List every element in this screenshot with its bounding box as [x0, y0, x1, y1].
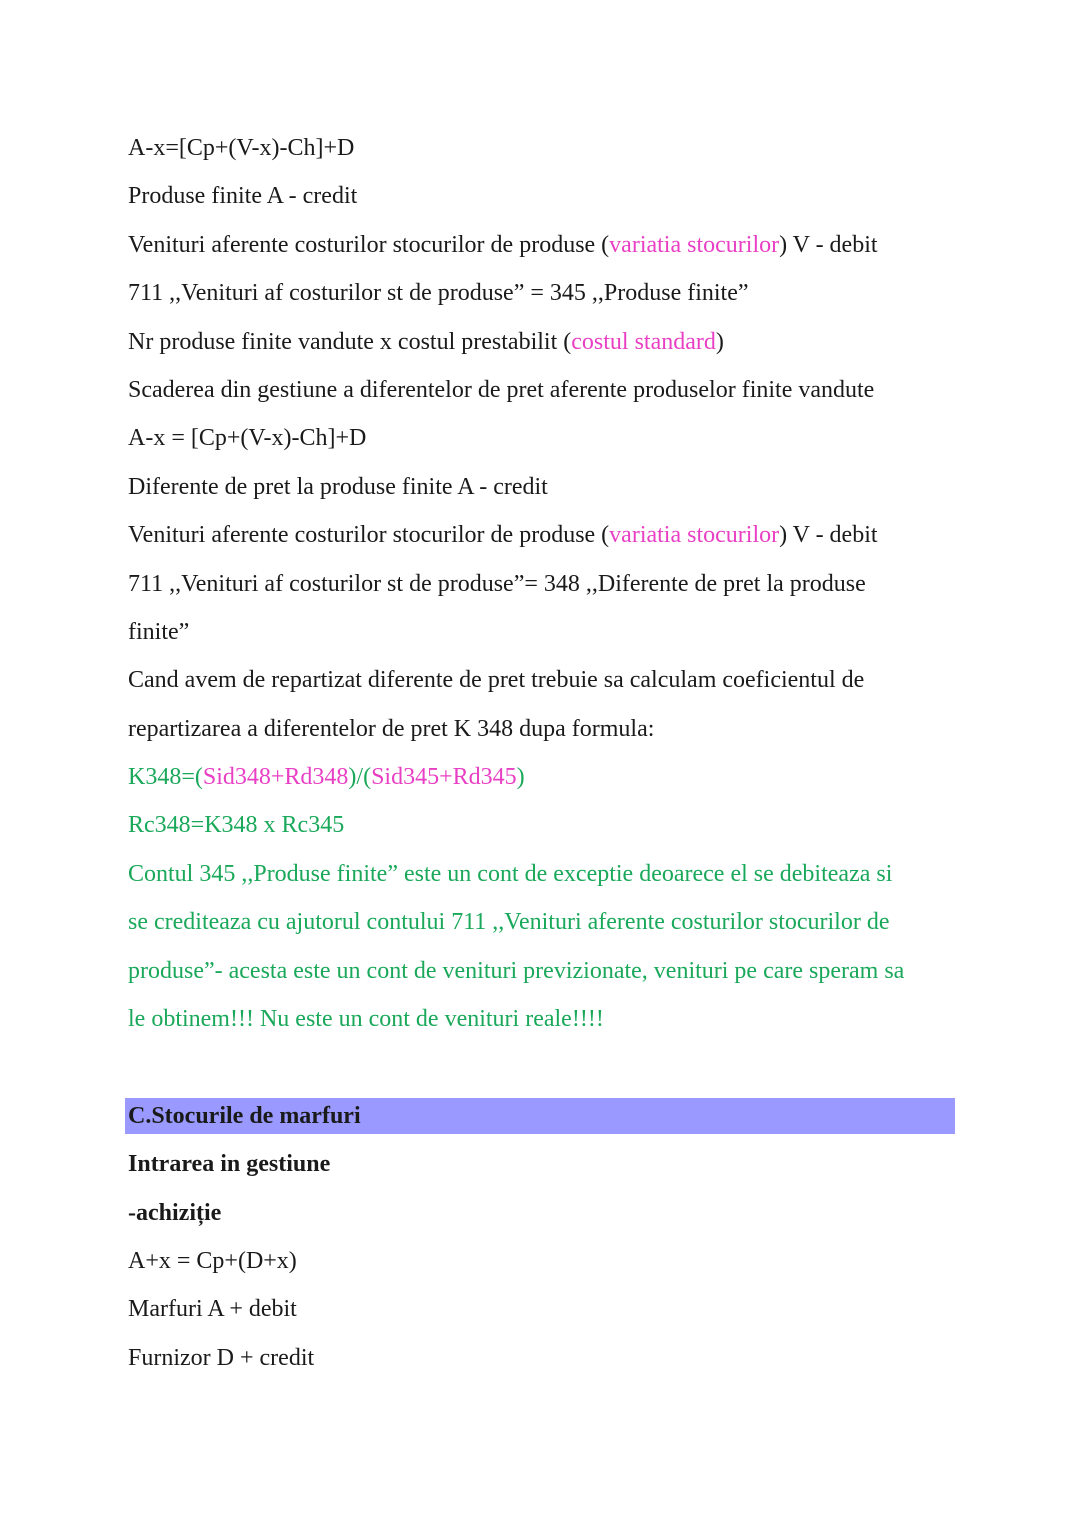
highlight-term: variatia stocurilor — [609, 522, 780, 549]
text-segment: ) V - debit — [779, 522, 878, 549]
text-line: Produse finite A - credit — [128, 183, 358, 210]
highlight-term: Sid348+Rd348 — [202, 764, 349, 791]
formula-line: A-x=[Cp+(V-x)-Ch]+D — [128, 135, 355, 161]
text-line: Scaderea din gestiune a diferentelor de pret aferente produselor finite vandute — [128, 376, 875, 403]
text-line: Furnizor D + credit — [128, 1344, 315, 1371]
formula-line: A-x = [Cp+(V-x)-Ch]+D — [128, 425, 367, 452]
section-heading: C.Stocurile de marfuri — [125, 1098, 955, 1134]
text-segment: ) — [516, 764, 525, 791]
text-line: 711 ,,Venituri af costurilor st de produse”= 348 ,,Diferente de pret la produse — [128, 570, 866, 597]
text-line — [128, 221, 958, 269]
text-line: Diferente de pret la produse finite A - credit — [128, 473, 548, 500]
highlight-term: costul standard — [571, 328, 716, 355]
text-line: repartizarea a diferentelor de pret K 348 dupa formula: — [128, 715, 655, 742]
note-line: produse”- acesta este un cont de venituri previzionate, venituri pe care speram sa — [128, 957, 905, 984]
subheading: Intrarea in gestiune — [128, 1151, 331, 1178]
text-segment: Nr produse finite vandute x costul prestabilit ( — [128, 328, 572, 355]
text-line: Marfuri A + debit — [128, 1296, 297, 1323]
text-segment: ) — [715, 328, 724, 355]
text-segment: Venituri aferente costurilor stocurilor de produse ( — [128, 231, 610, 258]
formula-line: A+x = Cp+(D+x) — [128, 1247, 297, 1274]
note-line: Contul 345 ,,Produse finite” este un cont de exceptie deoarece el se debiteaza si — [128, 860, 893, 887]
text-line — [128, 318, 958, 366]
formula-line-rc348: Rc348=K348 x Rc345 — [128, 812, 345, 839]
highlight-term: Sid345+Rd345 — [371, 764, 517, 791]
text-line: 711 ,,Venituri af costurilor st de produse” = 345 ,,Produse finite” — [128, 280, 749, 307]
text-segment: ) V - debit — [779, 231, 878, 258]
text-segment: Venituri aferente costurilor stocurilor de produse ( — [128, 522, 610, 549]
formula-line-k348 — [128, 753, 958, 801]
spacer — [128, 1043, 958, 1091]
text-line: finite” — [128, 618, 190, 645]
note-line: se crediteaza cu ajutorul contului 711 ,,Venituri aferente costurilor stocurilor de — [128, 909, 890, 936]
highlight-term: variatia stocurilor — [609, 231, 780, 258]
text-line: Cand avem de repartizat diferente de pret trebuie sa calculam coeficientul de — [128, 667, 865, 694]
note-line: le obtinem!!! Nu este un cont de venituri reale!!!! — [128, 1006, 604, 1033]
text-segment: K348=( — [128, 764, 203, 791]
list-item: -achiziție — [128, 1199, 222, 1226]
text-segment: )/( — [348, 764, 372, 791]
text-line — [128, 511, 958, 559]
document-page — [128, 124, 958, 1382]
